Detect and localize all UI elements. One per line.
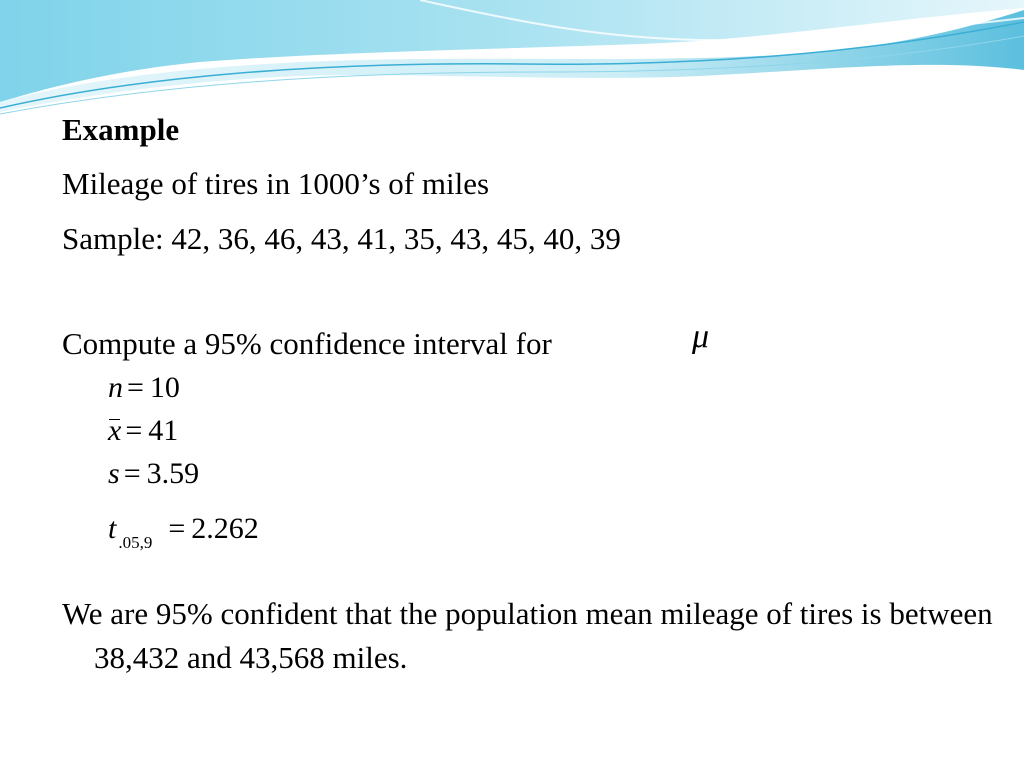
- conclusion-text: We are 95% confident that the population mean mileage of tires is between 38,432 and 43,568 miles.: [62, 596, 993, 675]
- compute-instruction: Compute a 95% confidence interval for: [62, 326, 552, 361]
- xbar-equation: [108, 414, 178, 448]
- equals-sign: =: [127, 371, 144, 404]
- xbar-variable: [108, 414, 121, 448]
- equals-sign: =: [125, 414, 143, 447]
- mileage-description: Mileage of tires in 1000’s of miles: [62, 166, 490, 201]
- sample-values: Sample: 42, 36, 46, 43, 41, 35, 43, 45, 40, 39: [62, 221, 621, 256]
- n-variable: n: [108, 371, 123, 404]
- equals-sign: =: [168, 512, 186, 545]
- t-subscript: .05,9: [118, 533, 153, 552]
- t-variable: t: [108, 512, 117, 545]
- s-equation: [108, 457, 199, 491]
- xbar-letter: x: [108, 414, 122, 447]
- slide-heading: Example: [62, 112, 180, 147]
- n-equation: [108, 371, 180, 405]
- s-value: 3.59: [146, 457, 200, 490]
- mu-symbol: μ: [692, 318, 710, 355]
- overline: [109, 419, 120, 420]
- equals-sign: =: [123, 457, 141, 490]
- s-variable: s: [108, 457, 120, 490]
- t-value: 2.262: [191, 512, 259, 545]
- xbar-value: 41: [148, 414, 179, 447]
- n-value: 10: [149, 371, 180, 404]
- t-equation: [108, 512, 259, 550]
